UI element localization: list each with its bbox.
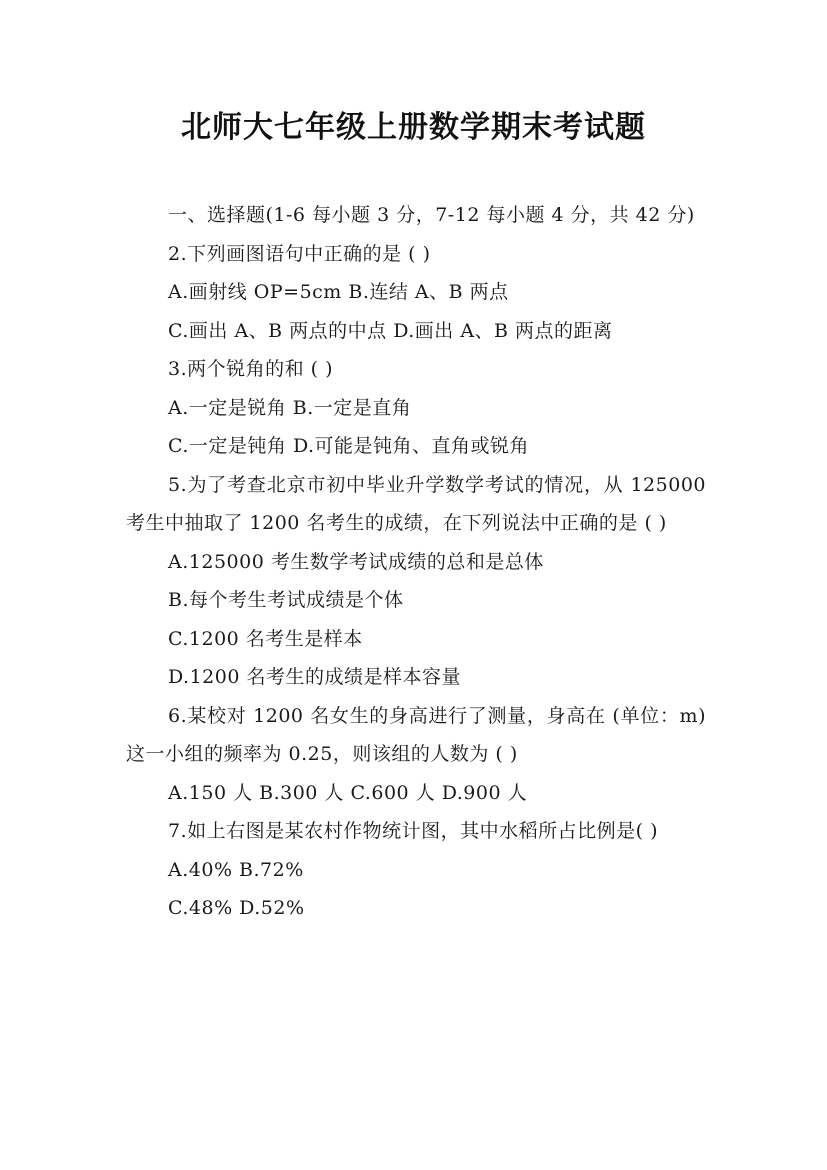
question-option: D.1200 名考生的成绩是样本容量 bbox=[168, 666, 461, 688]
question-stem: 2.下列画图语句中正确的是 ( ) bbox=[168, 242, 431, 265]
question-option: B.每个考生考试成绩是个体 bbox=[168, 589, 404, 611]
question-option: C.48% D.52% bbox=[168, 897, 305, 919]
question-option: A.150 人 B.300 人 C.600 人 D.900 人 bbox=[168, 781, 528, 804]
question-stem: 3.两个锐角的和 ( ) bbox=[168, 358, 334, 380]
question-option: A.一定是锐角 B.一定是直角 bbox=[168, 396, 412, 419]
question-stem: 6.某校对 1200 名女生的身高进行了测量，身高在 (单位：m)这一小组的频率为 0.25，则该组的人数为 ( ) bbox=[126, 704, 706, 765]
question-option: C.一定是钝角 D.可能是钝角、直角或锐角 bbox=[168, 435, 530, 457]
question-option: A.125000 考生数学考试成绩的总和是总体 bbox=[168, 550, 544, 573]
question-option: A.画射线 OP=5cm B.连结 A、B 两点 bbox=[168, 281, 509, 303]
document-title: 北师大七年级上册数学期末考试题 bbox=[181, 110, 646, 145]
document-body bbox=[126, 196, 706, 928]
section-heading: 一、选择题(1-6 每小题 3 分，7-12 每小题 4 分，共 42 分) bbox=[168, 204, 695, 226]
question-option: C.1200 名考生是样本 bbox=[168, 627, 363, 650]
question-stem: 7.如上右图是某农村作物统计图，其中水稻所占比例是( ) bbox=[168, 820, 658, 842]
question-option: C.画出 A、B 两点的中点 D.画出 A、B 两点的距离 bbox=[168, 319, 613, 342]
question-option: A.40% B.72% bbox=[168, 858, 304, 881]
question-stem: 5.为了考查北京市初中毕业升学数学考试的情况，从 125000 考生中抽取了 1200 名考生的成绩，在下列说法中正确的是 ( ) bbox=[126, 473, 706, 534]
